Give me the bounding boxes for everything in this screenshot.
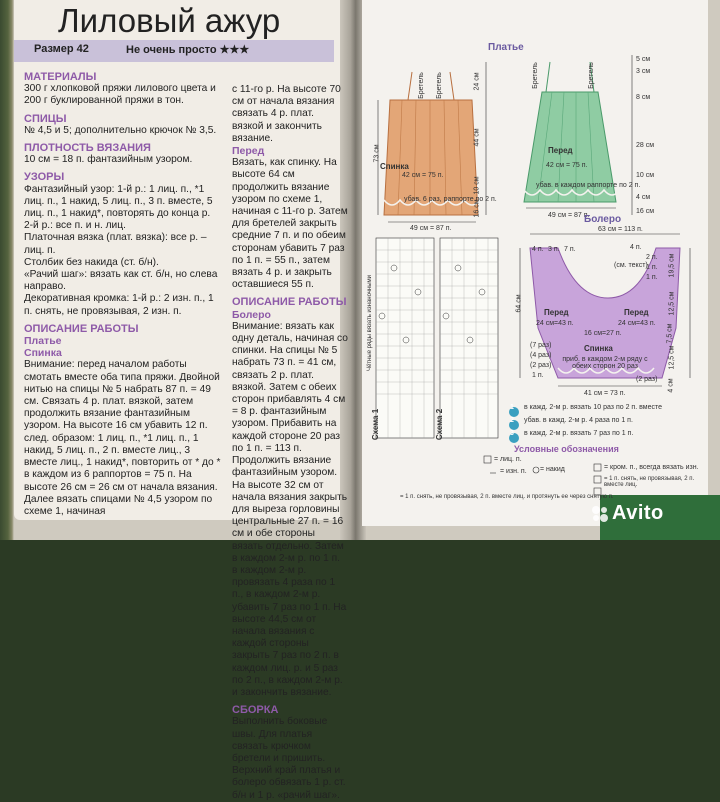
page-title: Лиловый ажур bbox=[58, 2, 281, 39]
legend-num-circles bbox=[509, 407, 519, 443]
bolero-right-dim-3: 7,5 см bbox=[666, 323, 674, 344]
materials-heading: МАТЕРИАЛЫ bbox=[24, 71, 97, 83]
legend-edge: = кром. п., всегда вязать изн. bbox=[604, 464, 699, 471]
col2-text: с 11-го р. На высоте 70 см от начала вязания связать 4 р. плат. вязкой и закончить вязание. bbox=[232, 84, 341, 144]
legend-sk2p: = 1 п. снять, не провязывая, 2 п. вместе лиц. и протянуть ее через снятую п. bbox=[400, 494, 614, 500]
pattern-edge: Декоративная кромка: 1-й р.: 2 изн. п., 1 п. снять, не провязывая, 2 изн. п. bbox=[24, 293, 214, 317]
patterns-heading: УЗОРЫ bbox=[24, 171, 65, 184]
strap-front-2: Бретель bbox=[587, 62, 595, 89]
dress-front-label: Перед bbox=[548, 146, 573, 155]
pattern-fantasy: Фантазийный узор: 1-й р.: 1 лиц. п., *1 лиц. п., 1 накид, 5 лиц. п., 3 п. вместе, 5 лиц. п., 1 накид*, повторять до конца р. 2-й р.: все п. и н. лиц. bbox=[24, 183, 213, 232]
front-dim-1: 5 см bbox=[636, 56, 651, 63]
front-heading: Перед bbox=[232, 145, 265, 158]
bolero-work-heading: ОПИСАНИЕ РАБОТЫ bbox=[232, 296, 347, 309]
bolero-text-mark: (см. текст) bbox=[614, 262, 648, 269]
dress-back-width: 49 см = 87 п. bbox=[410, 225, 452, 232]
legend-num-3: 3 bbox=[510, 430, 514, 437]
difficulty-label: Не очень просто ★★★ bbox=[126, 44, 250, 56]
materials-text: 300 г хлопковой пряжи лилового цвета и 200 г буклированной пряжи в тон. bbox=[24, 83, 216, 107]
front-dim-3: 8 см bbox=[636, 94, 651, 101]
left-column-2 bbox=[232, 84, 348, 801]
legend-yo: = накид bbox=[540, 466, 565, 473]
assembly-text: Выполнить боковые швы. Для платья связать крючком бретели и пришить. Верхний край платья и болеро обвязать 1 р. ст. б/н и 1 р. «рачий шаг». bbox=[232, 716, 346, 801]
bolero-right-dim-1: 19,5 см bbox=[668, 253, 676, 278]
legend-num-1: 1 bbox=[510, 404, 514, 411]
size-band bbox=[14, 40, 334, 62]
bolero-mark-6: (4 раз) bbox=[530, 352, 552, 359]
bolero-mark-2: 2 п. bbox=[646, 254, 658, 261]
dress-back-side: 73 см bbox=[373, 144, 381, 163]
needles-text: № 4,5 и 5; дополнительно крючок № 3,5. bbox=[24, 124, 217, 136]
bolero-right-dim-2: 12,5 см bbox=[668, 291, 676, 316]
strap-front-1: Бретель bbox=[531, 62, 539, 89]
scheme-vertical-note: Чётные ряды вязать изнаночными bbox=[367, 274, 374, 372]
legend-row-3: в кажд. 2-м р. вязать 7 раз по 1 п. bbox=[524, 430, 634, 437]
front-dim-6: 4 см bbox=[636, 194, 651, 201]
legend-row-1: в кажд. 2-м р. вязать 10 раз по 2 п. вместе bbox=[524, 404, 662, 411]
bolero-side-left: 24 см=43 п. bbox=[536, 320, 574, 327]
dress-heading: Платье bbox=[24, 335, 62, 348]
density-heading: ПЛОТНОСТЬ ВЯЗАНИЯ bbox=[24, 142, 151, 155]
bolero-mark-3: 1 п. bbox=[646, 264, 658, 271]
back-dim-3: 10 см bbox=[473, 176, 481, 195]
dress-back-hem: убав. 6 раз, раппорте по 2 п. bbox=[404, 196, 497, 203]
bolero-dim-3: 3 п. bbox=[548, 246, 560, 253]
left-column-1 bbox=[24, 66, 222, 520]
bolero-right-dim-4: 12,5 см bbox=[668, 345, 676, 370]
density-text: 10 см = 18 п. фантазийным узором. bbox=[24, 154, 193, 166]
scheme-1-label: Схема 1 bbox=[371, 408, 381, 441]
back-text: Внимание: перед началом работы смотать вместе оба типа пряжи. Двойной нитью на спицы № 5 набрать 87 п. = 49 см. Связать 4 р. плат. вязкой, затем продолжить вязание фантазийным узором. На высоте 16 см убавить 12 п. след. образом: 1 лиц. п., *1 лиц. п., 1 накид, 5 лиц. п., 2 п. вместе лиц., 3 вместе лиц., 1 накид*, повторить от * до * в каждом из 6 раппортов = 75 п. На высоте 26 см = 26 см от начала вязания. Далее вязать спицами № 4,5 узором по схеме 1, начиная bbox=[24, 359, 221, 517]
strap-label-2: Бретель bbox=[435, 72, 443, 99]
bolero-height: 64 см bbox=[515, 294, 523, 313]
dress-front-width: 49 см = 87 п. bbox=[548, 212, 590, 219]
front-dim-2: 3 см bbox=[636, 68, 651, 75]
bolero-mid: 16 см=27 п. bbox=[584, 330, 622, 337]
front-text: Вязать, как спинку. На высоте 64 см продолжить вязание узором по схеме 1, начиная с 11-го р. Затем для бретелей закрыть средние 7 п. и по обеим сторонам убавить 7 раз по 1 п. = 55 п., затем вязать 4 р. и закрыть оставшиеся 55 п. bbox=[232, 157, 348, 291]
back-dim-4: 16 см bbox=[473, 199, 481, 218]
legend-num-2: 2 bbox=[510, 417, 514, 424]
scheme-2-label: Схема 2 bbox=[435, 408, 445, 441]
legend-knit: = лиц. п. bbox=[494, 456, 522, 463]
bolero-width: 41 см = 73 п. bbox=[584, 390, 626, 397]
bolero-text: Внимание: вязать как одну деталь, начиная со спинки. На спицы № 5 набрать 73 п. = 41 см, связать 2 р. плат. вязкой. Затем с обеих сторон прибавлять 4 см = 8 р. фантазийным узором. Прибавить на каждой стороне 20 раз по 1 п. = 113 п. Продолжить вязание фантазийным узором. На высоте 32 см от начала вязания закрыть для выреза горловины центральные 27 п. = 16 см и обе стороны вязать отдельно. Затем в каждом 2-м р. по 1 п. в каждом 2-м р. провязать 4 раза по 1 п., в каждом 2-м р. убавить 7 раз по 1 п. На высоте 44,5 см от начала вязания с каждой стороны закрыть 7 раз по 2 п. в каждом лиц. р. и 5 раз по 2 п., в каждом 2-м р. и закончить вязание. bbox=[232, 320, 348, 698]
bolero-mark-5: (7 раз) bbox=[530, 342, 552, 349]
front-dim-4: 28 см bbox=[636, 142, 655, 149]
strap-label-1: Бретель bbox=[417, 72, 425, 99]
bolero-mark-4: 1 п. bbox=[646, 274, 658, 281]
scheme-2-grid bbox=[440, 238, 498, 438]
legend-title: Условные обозначения bbox=[514, 444, 619, 454]
back-heading: Спинка bbox=[24, 347, 62, 360]
bolero-front-right: Перед bbox=[624, 308, 649, 317]
pattern-crab: «Рачий шаг»: вязать как ст. б/н, но слева направо. bbox=[24, 269, 218, 293]
legend-row-2: убав. в кажд. 2-м р. 4 раза по 1 п. bbox=[524, 417, 633, 424]
size-label: Размер 42 bbox=[34, 43, 89, 55]
dress-front-stitches: 42 см = 75 п. bbox=[546, 162, 588, 169]
dress-back-stitches: 42 см = 75 п. bbox=[402, 172, 444, 179]
bolero-mark-8: (2 раз) bbox=[636, 376, 658, 383]
legend-skp: = 1 п. снять, не провязывая, 2 п. вместе лиц. bbox=[604, 476, 695, 488]
bolero-dim-4: 7 п. bbox=[564, 246, 576, 253]
dress-title: Платье bbox=[488, 42, 524, 53]
assembly-heading: СБОРКА bbox=[232, 704, 279, 717]
bolero-right-dim-5: 4 см bbox=[667, 378, 675, 393]
bolero-heading: Болеро bbox=[232, 308, 271, 321]
avito-watermark: Avito bbox=[612, 502, 664, 524]
back-dim-1: 24 см bbox=[473, 72, 481, 91]
dress-front-diagram bbox=[524, 55, 632, 215]
front-dim-7: 16 см bbox=[636, 208, 655, 215]
pattern-sc: Столбик без накида (ст. б/н). bbox=[24, 256, 159, 268]
bolero-front-left: Перед bbox=[544, 308, 569, 317]
bolero-inc: приб. в каждом 2-м ряду с обеих сторон 20 раз bbox=[562, 356, 648, 370]
avito-logo-icon bbox=[590, 504, 610, 524]
bolero-dim-1: 1 п. bbox=[532, 372, 544, 379]
bolero-top: 63 см = 113 п. bbox=[598, 226, 643, 233]
bolero-dim-2: 4 п. bbox=[532, 246, 544, 253]
bolero-side-right: 24 см=43 п. bbox=[618, 320, 656, 327]
dress-back-label: Спинка bbox=[380, 162, 409, 171]
bolero-mark-1: 4 п. bbox=[630, 244, 642, 251]
back-dim-2: 44 см bbox=[473, 128, 481, 147]
pattern-garter: Платочная вязка (плат. вязка): все р. – лиц. п. bbox=[24, 232, 207, 256]
bolero-back-label: Спинка bbox=[584, 344, 613, 353]
work-heading: ОПИСАНИЕ РАБОТЫ bbox=[24, 322, 139, 335]
scheme-1-grid bbox=[376, 238, 434, 438]
front-dim-5: 10 см bbox=[636, 172, 655, 179]
dress-front-hem: убав. в каждом раппорте по 2 п. bbox=[536, 182, 641, 189]
bolero-title: Болеро bbox=[584, 214, 622, 225]
needles-heading: СПИЦЫ bbox=[24, 112, 67, 125]
legend-purl: = изн. п. bbox=[500, 468, 527, 475]
bolero-mark-7: (2 раз) bbox=[530, 362, 552, 369]
